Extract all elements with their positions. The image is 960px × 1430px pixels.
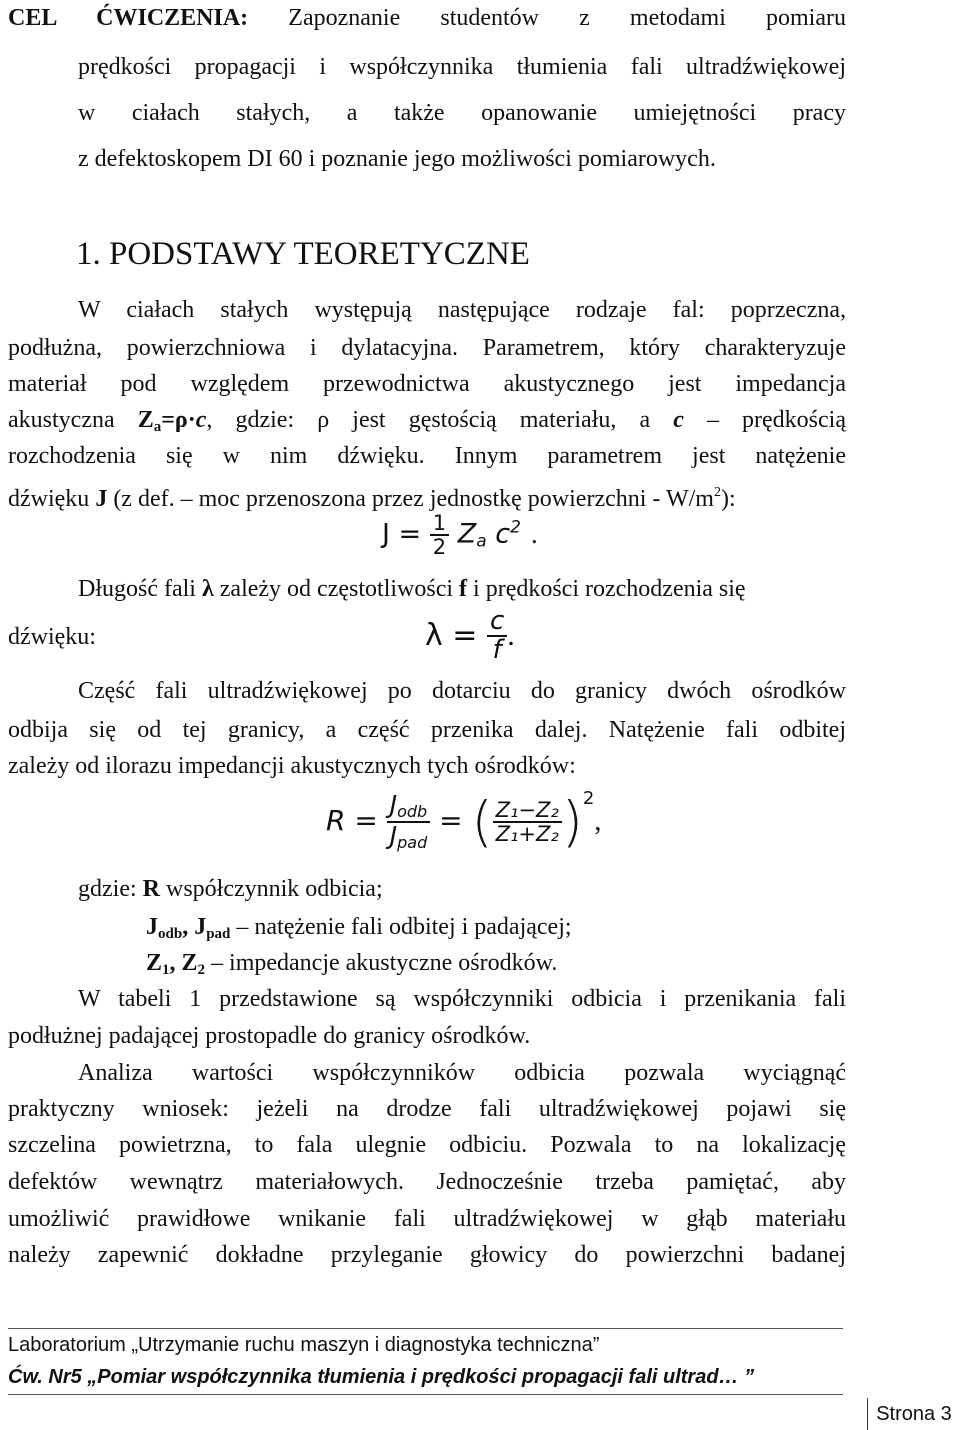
para5-line-5: umożliwić prawidłowe wnikanie fali ultradźwiękowej w głąb materiału [8, 1206, 846, 1232]
legend-line-r: gdzie: R współczynnik odbicia; [78, 876, 383, 902]
footer-exercise-title: Ćw. Nr5 „Pomiar współczynnika tłumienia i prędkości propagacji fali ultrad… ” [8, 1366, 755, 1388]
goal-line-1 [8, 0, 846, 36]
para5-line-2: praktyczny wniosek: jeżeli na drodze fali ultradźwiękowej pojawi się [8, 1096, 846, 1122]
equation-intensity: J = $\frac{1}{2}$ $Z_a$ $c^2$ . [382, 511, 538, 560]
para5-line-4: defektów wewnątrz materiałowych. Jednocześnie trzeba pamiętać, aby [8, 1169, 846, 1195]
para1-line-6: dźwięku J (z def. – moc przenoszona przez jednostkę powierzchni - $W/m^2$): [8, 485, 736, 512]
footer-rule-bottom [8, 1394, 843, 1395]
legend-line-j: $J_{odb}$, $J_{pad}$ – natężenie fali odbitej i padającej; [146, 914, 572, 942]
goal-line-4: z defektoskopem DI 60 i poznanie jego możliwości pomiarowych. [78, 146, 716, 172]
page-number: Strona 3 [867, 1398, 960, 1430]
para1-line-3: materiał pod względem przewodnictwa akustycznego jest impedancja [8, 371, 846, 397]
para2-line-2: dźwięku: [8, 624, 96, 650]
para5-line-6: należy zapewnić dokładne przyleganie głowicy do powierzchni badanej [8, 1242, 846, 1268]
footer-rule-top [8, 1328, 843, 1329]
para1-line-1: W ciałach stałych występują następujące rodzaje fal: poprzeczna, [78, 297, 846, 323]
section-heading: 1. PODSTAWY TEORETYCZNE [76, 236, 530, 272]
para3-line-2: odbija się od tej granicy, a część przenika dalej. Natężenie fali odbitej [8, 717, 846, 743]
para1-line-4: akustyczna $Z_a=\rho\cdot c$, gdzie: ρ jest gęstością materiału, a c – prędkością [8, 407, 846, 435]
velocity-symbol: c [673, 407, 684, 433]
goal-line-3: w ciałach stałych, a także opanowanie umiejętności pracy [78, 100, 846, 126]
para4-line-2: podłużnej padającej prostopadle do granicy ośrodków. [8, 1023, 531, 1049]
goal-text-1: Zapoznanie studentów z metodami pomiaru [288, 5, 846, 31]
intensity-symbol: J [95, 486, 108, 512]
para5-line-3: szczelina powietrzna, to fala ulegnie odbiciu. Pozwala to na lokalizację [8, 1132, 846, 1158]
para1-line-2: podłużna, powierzchniowa i dylatacyjna. Parametrem, który charakteryzuje [8, 335, 846, 361]
frequency-symbol: f [459, 576, 468, 602]
para4-line-1: W tabeli 1 przedstawione są współczynniki odbicia i przenikania fali [78, 986, 846, 1012]
goal-label: CEL ĆWICZENIA: [8, 5, 249, 31]
footer-lab-title: Laboratorium „Utrzymanie ruchu maszyn i diagnostyka techniczna” [8, 1334, 600, 1356]
legend-line-z: $Z_1$, $Z_2$ – impedancje akustyczne ośrodków. [146, 950, 558, 978]
para3-line-3: zależy od ilorazu impedancji akustycznych tych ośrodków: [8, 753, 576, 779]
para5-line-1: Analiza wartości współczynników odbicia pozwala wyciągnąć [78, 1060, 846, 1086]
wavelength-symbol: λ [201, 576, 214, 602]
para3-line-1: Część fali ultradźwiękowej po dotarciu do granicy dwóch ośrodków [78, 678, 846, 704]
equation-wavelength: λ = $\frac{c}{f}$ . [425, 606, 515, 666]
equation-reflection: R = $\frac{J_{odb}}{J_{pad}}$ = ( $\frac{\text{Z₁−Z₂}}{\text{Z₁+Z₂}}$ )$^2$, [326, 788, 602, 854]
para1-line-5: rozchodzenia się w nim dźwięku. Innym parametrem jest natężenie [8, 443, 846, 469]
para2-line-1: Długość fali λ zależy od częstotliwości f i prędkości rozchodzenia się [78, 576, 746, 602]
goal-line-2: prędkości propagacji i współczynnika tłumienia fali ultradźwiękowej [78, 54, 846, 80]
impedance-symbol: Z [137, 407, 154, 433]
